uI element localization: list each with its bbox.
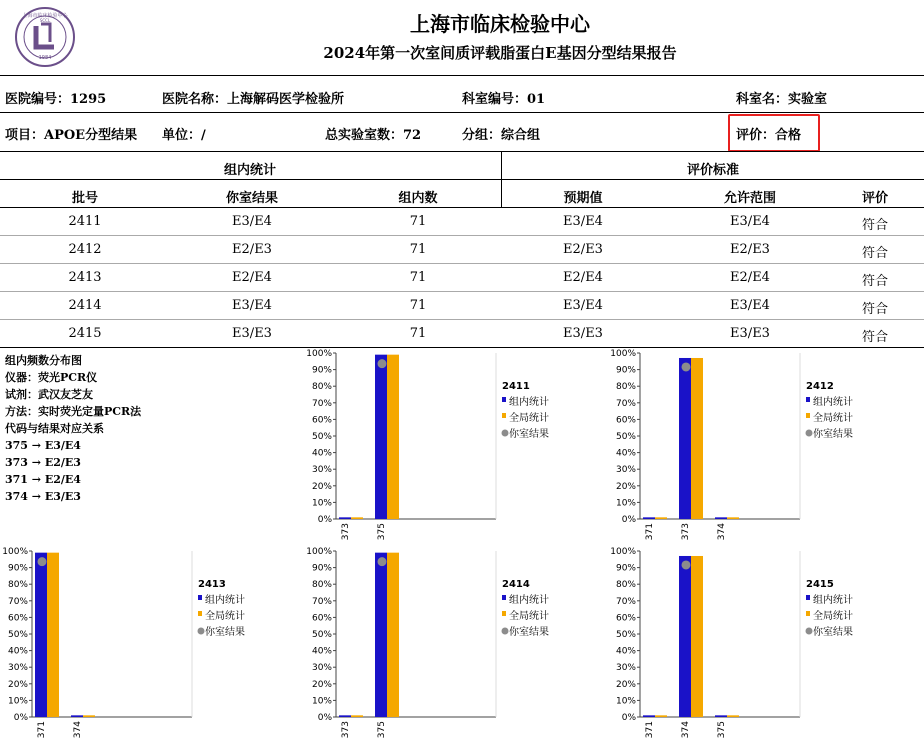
section-criteria: 评价标准 [686,163,739,178]
y-tick-label: 20% [311,481,332,492]
y-tick-label: 40% [615,646,636,657]
y-tick-label: 60% [311,613,332,624]
chart-2412 [610,349,853,540]
your-result-marker [378,359,387,368]
cell-range: E2/E4 [730,270,770,285]
bar-371-global [47,553,59,717]
y-tick-label: 40% [311,646,332,657]
report-title: 上海市临床检验中心 [410,12,590,36]
legend-swatch [198,595,202,600]
legend-swatch [502,595,506,600]
x-tick-label: 371 [645,721,655,739]
y-tick-label: 0% [317,515,332,525]
legend-swatch [502,611,506,616]
y-tick-label: 100% [2,547,28,557]
y-tick-label: 20% [615,481,636,492]
y-tick-label: 90% [7,563,28,574]
svg-text:1984: 1984 [38,55,52,61]
cell-batch: 2411 [68,214,102,229]
y-tick-label: 80% [311,382,332,393]
chart-title: 2415 [806,579,834,590]
col-batch: 批号 [71,191,98,206]
row-divider [0,319,924,320]
y-tick-label: 10% [615,696,636,707]
legend-label: 你室结果 [205,627,245,638]
legend-swatch [198,611,202,616]
legend-label: 全局统计 [813,413,853,424]
y-tick-label: 40% [311,448,332,459]
y-tick-label: 20% [7,679,28,690]
y-tick-label: 0% [13,713,28,723]
legend-label: 全局统计 [509,413,549,424]
col-expected: 预期值 [563,191,603,206]
cell-range: E3/E3 [730,326,770,341]
bar-371-group [35,553,47,717]
col-group-count: 组内数 [398,191,438,206]
y-tick-label: 70% [7,596,28,607]
cell-your-result: E3/E4 [232,298,272,313]
total-labs: 总实验室数：72 [325,128,422,143]
notes-title: 组内频数分布图 [5,354,82,367]
y-tick-label: 30% [311,465,332,476]
your-result-marker [38,557,47,566]
unit: 单位：/ [162,128,206,143]
notes-method: 方法：实时荧光定量PCR法 [5,405,142,418]
cell-range: E2/E3 [730,242,770,257]
y-tick-label: 20% [311,679,332,690]
y-tick-label: 0% [317,713,332,723]
your-result-marker [378,557,387,566]
legend-your-result-marker [806,430,813,437]
mapping-item: 374 → E3/E3 [5,490,81,503]
y-tick-label: 80% [311,580,332,591]
y-tick-label: 10% [311,696,332,707]
cell-your-result: E3/E4 [232,214,272,229]
chart-2415 [610,547,853,738]
cell-batch: 2414 [68,298,102,313]
dept-name: 科室名：实验室 [736,92,828,107]
y-tick-label: 10% [615,498,636,509]
y-tick-label: 80% [615,580,636,591]
your-result-marker [682,560,691,569]
y-tick-label: 80% [615,382,636,393]
row-divider [0,235,924,236]
y-tick-label: 70% [311,596,332,607]
cell-evaluation: 符合 [861,218,888,233]
legend-label: 组内统计 [509,595,549,606]
cell-group-count: 71 [409,214,427,229]
chart-notes [5,352,141,505]
x-tick-label: 373 [341,523,351,541]
project: 项目：APOE分型结果 [5,128,138,143]
row-divider [0,291,924,292]
cell-group-count: 71 [409,326,427,341]
mapping-item: 375 → E3/E4 [5,439,81,452]
cell-range: E3/E4 [730,298,770,313]
chart-title: 2412 [806,381,834,392]
notes-reagent: 试剂：武汉友芝友 [5,388,93,401]
y-tick-label: 20% [615,679,636,690]
bar-373-global [351,517,363,519]
y-tick-label: 50% [7,630,28,640]
y-tick-label: 30% [311,663,332,674]
evaluation-highlight [728,114,820,152]
row-divider [0,347,924,348]
legend-label: 组内统计 [205,595,245,606]
notes-instrument: 仪器：荧光PCR仪 [5,371,98,384]
bar-375-group [375,355,387,519]
bar-371-global [655,715,667,717]
your-result-marker [682,362,691,371]
x-tick-label: 374 [681,721,691,739]
col-your-result: 你室结果 [225,191,278,206]
y-tick-label: 70% [311,398,332,409]
y-tick-label: 90% [311,365,332,376]
bar-373-group [679,358,691,519]
bar-374-global [83,715,95,717]
y-tick-label: 10% [311,498,332,509]
notes-mapping-title: 代码与结果对应关系 [5,422,104,435]
y-tick-label: 30% [7,663,28,674]
cell-evaluation: 符合 [861,302,888,317]
legend-label: 组内统计 [813,397,853,408]
legend-label: 你室结果 [509,627,549,638]
y-tick-label: 40% [615,448,636,459]
bar-373-group [339,517,351,519]
x-tick-label: 371 [37,721,47,739]
cell-expected: E2/E3 [563,242,603,257]
chart-2413 [2,547,245,738]
bar-374-global [691,556,703,717]
cell-batch: 2415 [68,326,102,341]
report-subtitle: 2024年第一次室间质评载脂蛋白E基因分型结果报告 [323,44,677,62]
legend-your-result-marker [502,628,509,635]
cell-batch: 2413 [68,270,102,285]
svg-text:上海市临床检验中心: 上海市临床检验中心 [22,13,68,19]
cell-evaluation: 符合 [861,274,888,289]
bar-374-global [727,517,739,519]
legend-label: 你室结果 [509,429,549,440]
y-tick-label: 90% [311,563,332,574]
evaluation: 评价：合格 [736,128,802,143]
x-tick-label: 375 [717,721,727,739]
svg-text:SCCL: SCCL [39,18,51,23]
y-tick-label: 70% [615,596,636,607]
chart-2411 [306,349,549,540]
y-tick-label: 100% [306,349,332,359]
bar-375-global [387,553,399,717]
legend-swatch [806,413,810,418]
x-tick-label: 373 [341,721,351,739]
legend-label: 你室结果 [813,429,853,440]
chart-2414 [306,547,549,738]
bar-373-group [339,715,351,717]
chart-title: 2413 [198,579,226,590]
legend-label: 你室结果 [813,627,853,638]
dept-id: 科室编号：01 [462,92,546,107]
bar-374-group [679,556,691,717]
y-tick-label: 50% [615,432,636,442]
cell-range: E3/E4 [730,214,770,229]
cell-evaluation: 符合 [861,246,888,261]
bar-371-global [655,517,667,519]
cell-your-result: E3/E3 [232,326,272,341]
y-tick-label: 60% [615,613,636,624]
legend-label: 全局统计 [813,611,853,622]
bar-375-group [375,553,387,717]
bar-374-group [715,517,727,519]
chart-title: 2411 [502,381,530,392]
bar-371-group [643,517,655,519]
y-tick-label: 30% [615,465,636,476]
legend-swatch [806,595,810,600]
cell-expected: E2/E4 [563,270,603,285]
x-tick-label: 371 [645,523,655,541]
y-tick-label: 70% [615,398,636,409]
cell-group-count: 71 [409,270,427,285]
y-tick-label: 90% [615,365,636,376]
y-tick-label: 30% [615,663,636,674]
cell-group-count: 71 [409,242,427,257]
y-tick-label: 80% [7,580,28,591]
y-tick-label: 50% [311,630,332,640]
hospital-id: 医院编号：1295 [5,92,107,107]
bar-375-global [727,715,739,717]
bar-373-global [691,358,703,519]
mapping-item: 371 → E2/E4 [5,473,81,486]
y-tick-label: 60% [311,415,332,426]
legend-swatch [806,397,810,402]
legend-label: 全局统计 [205,611,245,622]
y-tick-label: 60% [615,415,636,426]
legend-your-result-marker [502,430,509,437]
cell-expected: E3/E3 [563,326,603,341]
bar-373-global [351,715,363,717]
cell-group-count: 71 [409,298,427,313]
bar-371-group [643,715,655,717]
legend-label: 组内统计 [509,397,549,408]
bar-375-group [715,715,727,717]
y-tick-label: 60% [7,613,28,624]
x-tick-label: 375 [377,523,387,541]
y-tick-label: 100% [306,547,332,557]
x-tick-label: 374 [717,523,727,541]
col-range: 允许范围 [723,191,776,206]
y-tick-label: 100% [610,547,636,557]
y-tick-label: 100% [610,349,636,359]
bar-374-group [71,715,83,717]
y-tick-label: 50% [311,432,332,442]
x-tick-label: 374 [73,721,83,739]
cell-evaluation: 符合 [861,330,888,345]
cell-your-result: E2/E3 [232,242,272,257]
hospital-name: 医院名称：上海解码医学检验所 [162,92,345,107]
legend-label: 全局统计 [509,611,549,622]
mapping-item: 373 → E2/E3 [5,456,81,469]
row-divider [0,263,924,264]
x-tick-label: 375 [377,721,387,739]
cell-batch: 2412 [68,242,102,257]
chart-title: 2414 [502,579,530,590]
group: 分组：综合组 [462,128,541,143]
y-tick-label: 10% [7,696,28,707]
y-tick-label: 0% [621,515,636,525]
y-tick-label: 0% [621,713,636,723]
legend-swatch [502,397,506,402]
bar-375-global [387,355,399,519]
legend-your-result-marker [806,628,813,635]
section-group-stats: 组内统计 [223,163,276,178]
y-tick-label: 50% [615,630,636,640]
cell-expected: E3/E4 [563,214,603,229]
x-tick-label: 373 [681,523,691,541]
cell-your-result: E2/E4 [232,270,272,285]
y-tick-label: 40% [7,646,28,657]
cell-expected: E3/E4 [563,298,603,313]
legend-label: 组内统计 [813,595,853,606]
legend-swatch [502,413,506,418]
col-evaluation: 评价 [861,191,888,206]
legend-swatch [806,611,810,616]
y-tick-label: 90% [615,563,636,574]
legend-your-result-marker [198,628,205,635]
